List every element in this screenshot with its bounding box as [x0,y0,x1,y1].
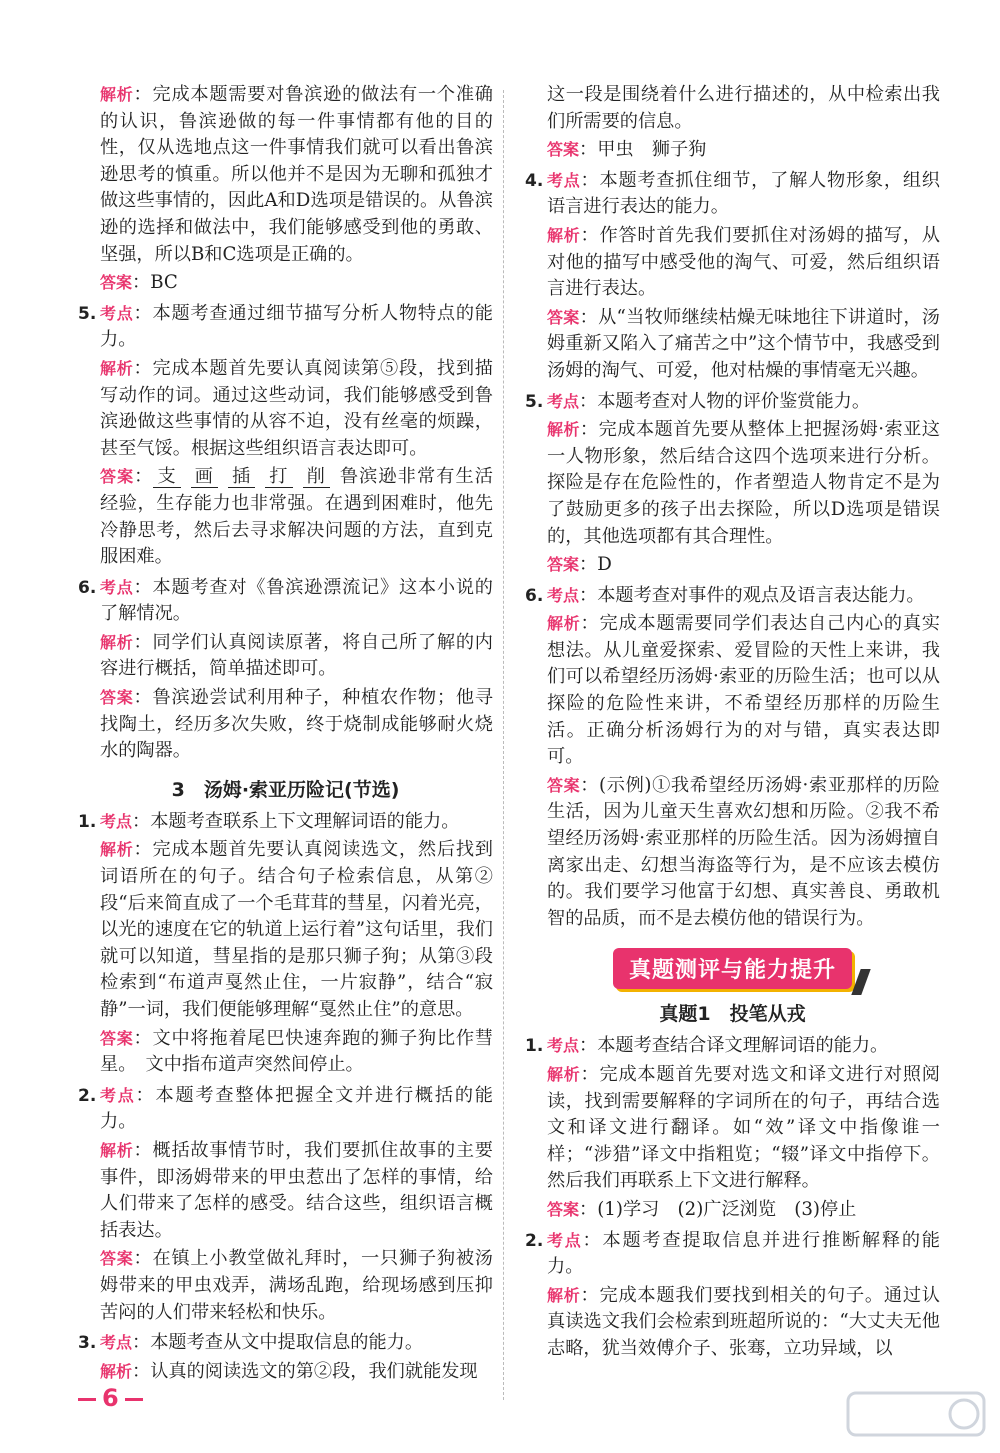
point-line: 考点：本题考查对《鲁滨逊漂流记》这本小说的了解情况。 [100,576,493,625]
answer-line: 答案：文中将拖着尾巴快速奔跑的狮子狗比作彗星。 文中指布道声突然间停止。 [100,1027,493,1076]
right-column [525,82,940,1367]
question-6 [525,583,940,933]
point-line: 考点：本题考查通过细节描写分析人物特点的能力。 [100,302,493,351]
section-title: 真题1 投笔从戎 [659,1003,806,1026]
question-number: 6. [525,585,544,606]
question-number: 6. [78,577,97,598]
question-5 [78,301,493,571]
page-number: 6 [78,1384,143,1412]
question-2 [525,1228,940,1363]
question-5 [525,389,940,579]
question-number: 4. [525,170,544,191]
answer-line: 答案：(1)学习 (2)广泛浏览 (3)停止 [547,1198,857,1220]
point-line: 考点：本题考查提取信息并进行推断解释的能力。 [547,1229,940,1278]
question-2 [78,1083,493,1326]
answer-line: 答案：BC [100,272,178,294]
point-line: 考点：本题考查联系上下文理解词语的能力。 [100,810,460,832]
question-6 [78,575,493,765]
answer-line: 答案：鲁滨逊尝试利用种子，种植农作物；他寻找陶土，经历多次失败，终于烧制成能够耐火烧水的陶器。 [100,687,493,762]
question-number: 1. [78,811,97,832]
answer-word: 支 [153,466,180,488]
analysis-line: 解析：概括故事情节时，我们要抓住故事的主要事件，即汤姆带来的甲虫惹出了怎样的事情，给人们带来了怎样的感受。结合这些，组织语言概括表达。 [100,1139,493,1241]
analysis-line: 解析：完成本题我们要找到相关的句子。通过认真读选文我们会检索到班超所说的：“大丈夫无他志略，犹当效傅介子、张骞，立功异域，以 [547,1284,940,1359]
analysis-line: 解析：完成本题首先要从整体上把握汤姆·索亚这一人物形象，然后结合这四个选项来进行分析。探险是存在危险性的，作者塑造人物肯定不是为了鼓励更多的孩子出去探险，所以D选项是错误的，其他选项都有其合理性。 [547,419,940,547]
watermark-logo [846,1389,986,1439]
question-number: 5. [525,391,544,412]
answer-word: 打 [265,466,292,488]
answer-label: 答案 [100,273,133,293]
answer-line: 答案：D [547,554,612,576]
answer-word: 插 [228,466,255,488]
answer-line: 答案：甲虫 狮子狗 [547,139,707,161]
point-line: 考点：本题考查整体把握全文并进行概括的能力。 [100,1084,493,1133]
question-4 [525,168,940,385]
analysis-line: 解析：完成本题首先要认真阅读第⑤段，找到描写动作的词。通过这些动词，我们能够感受到鲁滨逊做这些事情的从容不迫，没有丝毫的烦躁，甚至气馁。根据这些组织语言表达即可。 [100,357,493,459]
question-number: 2. [525,1230,544,1251]
point-line: 考点：本题考查结合译文理解词语的能力。 [547,1035,889,1057]
question-number: 2. [78,1085,97,1106]
analysis-line: 解析：完成本题需要同学们表达自己内心的真实想法。从儿童爱探索、爱冒险的天性上来讲，我们可以希望经历汤姆·索亚的历险生活；也可以从探险的危险性来讲，不希望经历那样的历险生活。正确分析汤姆行为的对与错，真实表达即可。 [547,613,940,768]
answer-word: 削 [303,466,330,488]
point-line: 考点：本题考查对事件的观点及语言表达能力。 [547,584,925,606]
question-number: 3. [78,1333,97,1354]
point-line: 考点：本题考查从文中提取信息的能力。 [100,1332,424,1354]
left-column [78,82,493,1389]
column-divider [503,90,504,1400]
question-1 [78,809,493,1079]
continued-text: 这一段是围绕着什么进行描述的，从中检索出我们所需要的信息。 [547,84,940,132]
banner-decoration [851,969,870,995]
question-1 [525,1033,940,1223]
question-3 [78,1330,493,1385]
answer-line: 答案：(示例)①我希望经历汤姆·索亚那样的历险生活，因为儿童天生喜欢幻想和历险。②我不希望经历汤姆·索亚那样的历险生活。因为汤姆擅自离家出走、幻想当海盗等行为，是不应该去模仿的。我们要学习他富于幻想、真实善良、勇敢机智的品质，而不是去模仿他的错误行为。 [547,774,940,929]
banner-wrap [525,948,940,989]
question-number: 1. [525,1036,544,1057]
analysis-label: 解析 [100,85,134,104]
analysis-line: 解析：完成本题首先要对选文和译文进行对照阅读，找到需要解释的字词所在的句子，再结合选文和译文进行翻译。如“效”译文中指像谁一样；“涉猎”译文中指粗览；“辍”译文中指停下。然后我们再联系上下文进行解释。 [547,1064,940,1192]
question-number: 5. [78,303,97,324]
answer-line: 答案：在镇上小教堂做礼拜时，一只狮子狗被汤姆带来的甲虫戏弄，满场乱跑，给现场感到压抑苦闷的人们带来轻松和快乐。 [100,1248,493,1323]
analysis-line: 解析：完成本题需要对鲁滨逊的做法有一个准确的认识，鲁滨逊做的每一件事情都有他的目的性，仅从选地点这一件事情我们就可以看出鲁滨逊思考的慎重。所以他并不是因为无聊和孤独才做这些事情的，因此A和D选项是错误的。从鲁滨逊的选择和做法中，我们能够感受到他的勇敢、坚强，所以B和C选项是正确的。 [100,84,493,265]
analysis-line: 解析：同学们认真阅读原著，将自己所了解的内容进行概括，简单描述即可。 [100,631,493,680]
point-line: 考点：本题考查抓住细节，了解人物形象，组织语言进行表达的能力。 [547,169,940,218]
section-banner: 真题测评与能力提升 [613,948,852,989]
point-line: 考点：本题考查对人物的评价鉴赏能力。 [547,390,871,412]
intro-block [78,82,493,297]
analysis-line: 解析：作答时首先我们要抓住对汤姆的描写，从对他的描写中感受他的淘气、可爱，然后组织语言进行表达。 [547,224,940,300]
answer-line: 答案：从“当牧师继续枯燥无味地往下讲道时，汤姆重新又陷入了痛苦之中”这个情节中，我感受到汤姆的淘气、可爱，他对枯燥的事情毫无兴趣。 [547,306,940,381]
analysis-line: 解析：完成本题首先要认真阅读选文，然后找到词语所在的句子。结合句子检索信息，从第②段“后来简直成了一个毛茸茸的彗星，闪着光亮，以光的速度在它的轨道上运行着”这句话里，我们就可以知道，彗星指的是那只狮子狗；从第③段检索到“布道声戛然止住，一片寂静”，结合“寂静”一词，我们便能够理解“戛然止住”的意思。 [100,839,493,1020]
section-title: 3 汤姆·索亚历险记(节选) [171,778,400,801]
answer-word: 画 [191,466,218,488]
analysis-line: 解析：认真的阅读选文的第②段，我们就能发现 [100,1360,478,1382]
continued-block [525,82,940,164]
answer-line: 答案： 支 画 插 打 削 鲁滨逊非常有生活经验，生存能力也非常强。在遇到困难时，他先冷静思考，然后去寻求解决问题的方法，直到克服困难。 [100,466,493,568]
